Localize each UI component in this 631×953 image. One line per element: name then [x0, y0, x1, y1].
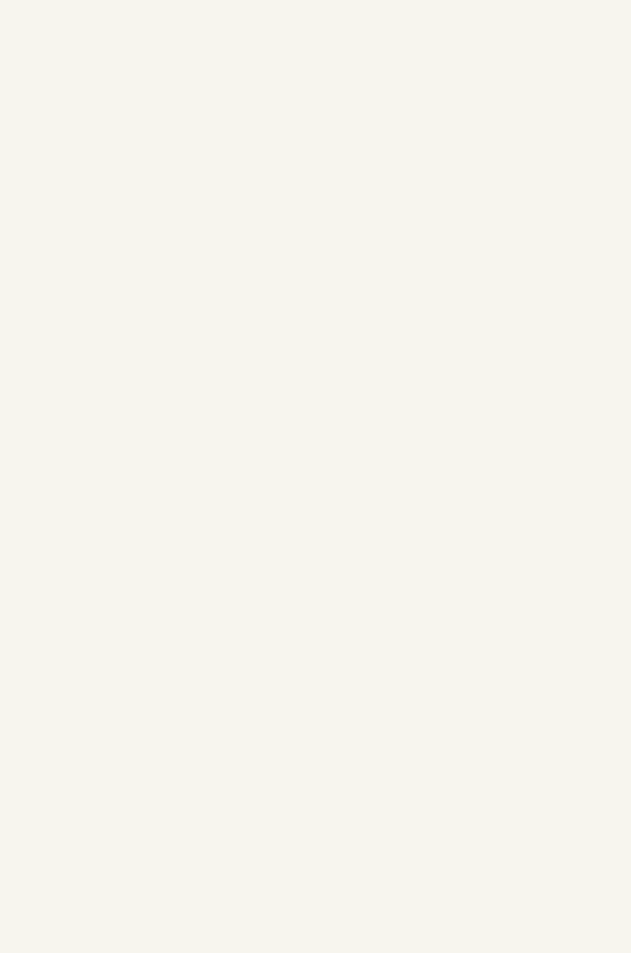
document-page: [14, 6, 619, 947]
